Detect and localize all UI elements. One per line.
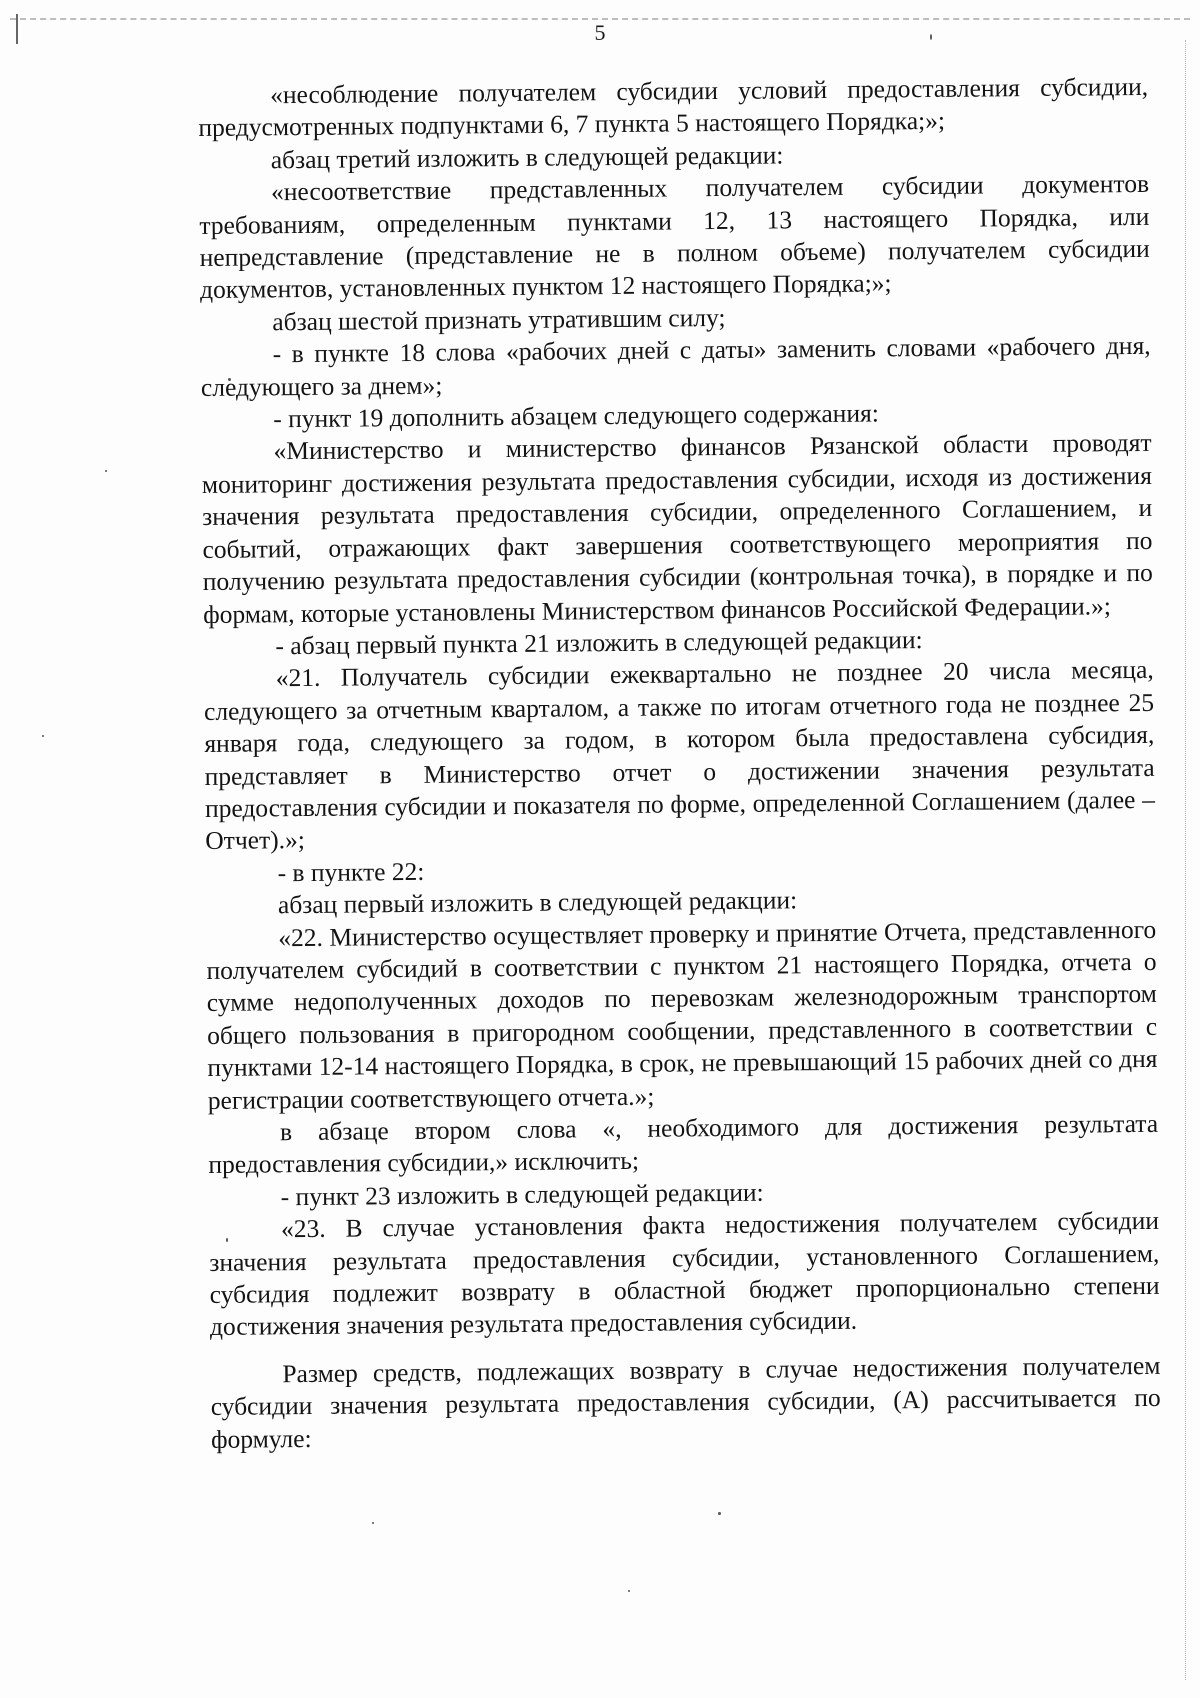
scan-speck <box>628 1590 630 1592</box>
paragraph: - в пункте 18 слова «рабочих дней с даты» заменить словами «рабочего дня, следующего за днем»; <box>200 331 1151 402</box>
scan-speck <box>372 1522 374 1524</box>
paragraph: - пункт 19 дополнить абзацем следующего содержания: <box>273 398 879 434</box>
paragraph: «22. Министерство осуществляет проверку и принятие Отчета, представленного получателем субсидий в соответствии с пунктом 21 настоящего Порядка, отчета о сумме недополученных доходов по перевозкам железнодорожным транспортом общего пользования в пригородном сообщении, представленного в соответствии с пунктами 12-14 настоящего Порядка, в срок, не превышающий 15 рабочих дней со дня регистрации соответствующего отчета.»; <box>206 914 1158 1115</box>
paragraph: - пункт 23 изложить в следующей редакции: <box>280 1177 764 1212</box>
paragraph: «21. Получатель субсидии ежеквартально не позднее 20 числа месяца, следующего за отчетным кварталом, а также по итогам отчетного года не позднее 25 января года, следующего за годом, в котором была предоставлена субсидия, представляет в Министерство отчет о достижении значения результата предоставления субсидии и показателя по форме, определенной Соглашением (далее – Отчет).»; <box>203 655 1156 856</box>
paragraph: «23. В случае установления факта недостижения получателем субсидии значения результата предоставления субсидии, установленного Соглашением, субсидия подлежит возврату в областной бюджет пропорционально степени достижения значения результата предоставления субсидии. <box>209 1206 1160 1342</box>
paragraph: «Министерство и министерство финансов Рязанской области проводят мониторинг достижения результата предоставления субсидии, исходя из достижения значения результата предоставления субсидии, определенного Соглашением, и событий, отражающих факт завершения соответствующего мероприятия по получению результата предоставления субсидии (контрольная точка), в порядке и по формам, которые установлены Министерством финансов Российской Федерации.»; <box>201 428 1153 629</box>
page-number: 5 <box>594 20 606 45</box>
paragraph: абзац первый изложить в следующей редакции: <box>277 885 798 920</box>
paragraph: - абзац первый пункта 21 изложить в следующей редакции: <box>275 624 923 661</box>
paragraph: «несоответствие представленных получателем субсидии документов требованиям, определенным пунктами 12, 13 настоящего Порядка, или непредставление (представление не в полном объеме) получателем субсидии документов, установленных пунктом 12 настоящего Порядка;»; <box>199 169 1150 305</box>
scan-speck <box>105 470 107 472</box>
scan-speck <box>42 735 44 737</box>
document-body <box>198 71 1161 1456</box>
paragraph: - в пункте 22: <box>277 856 425 888</box>
paragraph: Размер средств, подлежащих возврату в случае недостижения получателем субсидии значения результата предоставления субсидии, (А) рассчитывается по формуле: <box>210 1350 1161 1454</box>
paragraph: абзац шестой признать утратившим силу; <box>272 302 726 337</box>
scan-side-edge <box>1185 40 1186 1680</box>
scan-speck <box>718 1512 721 1515</box>
paragraph: абзац третий изложить в следующей редакции: <box>270 140 784 175</box>
paragraph: «несоблюдение получателем субсидии условий предоставления субсидии, предусмотренных подпунктами 6, 7 пункта 5 настоящего Порядка;»; <box>198 71 1149 143</box>
paragraph: в абзаце втором слова «, необходимого для достижения результата предоставления субсидии,» исключить; <box>208 1108 1159 1180</box>
